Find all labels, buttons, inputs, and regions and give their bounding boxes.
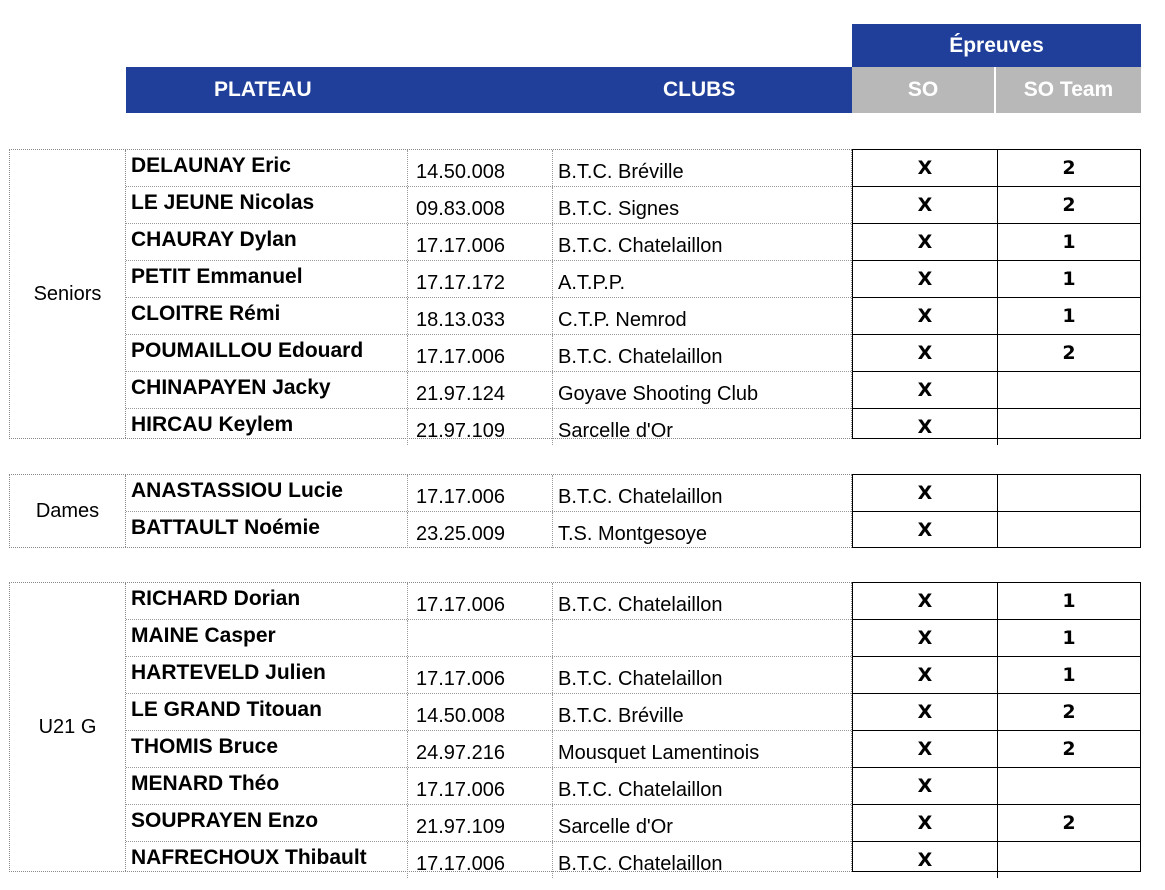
so-team-value: 2 (1062, 157, 1076, 179)
so-mark: X (853, 657, 998, 693)
player-name: THOMIS Bruce (126, 731, 408, 767)
license-number: 24.97.216 (408, 731, 553, 767)
so-team-value: 2 (1062, 812, 1076, 834)
license-number: 23.25.009 (408, 512, 553, 548)
so-team-value: 2 (1062, 738, 1076, 760)
club-name: Goyave Shooting Club (558, 383, 759, 405)
license-number: 21.97.124 (408, 372, 553, 408)
events-row (853, 187, 1140, 224)
events-row (853, 298, 1140, 335)
table-row (126, 731, 851, 768)
table-row (126, 512, 851, 548)
player-name: HIRCAU Keylem (126, 409, 408, 445)
so-team-value: 1 (1062, 590, 1076, 612)
so-mark: X (853, 694, 998, 730)
club-name: Sarcelle d'Or (558, 816, 673, 838)
table-row (126, 620, 851, 657)
table-row (126, 409, 851, 445)
so-team-value (998, 475, 1140, 511)
player-name: CLOITRE Rémi (126, 298, 408, 334)
player-name: PETIT Emmanuel (126, 261, 408, 297)
club-name: T.S. Montgesoye (558, 523, 707, 545)
club-name (553, 620, 851, 656)
events-row (853, 409, 1140, 445)
player-name: CHINAPAYEN Jacky (126, 372, 408, 408)
player-name: POUMAILLOU Edouard (126, 335, 408, 371)
table-row (126, 583, 851, 620)
license-number: 14.50.008 (408, 694, 553, 730)
license-number: 17.17.006 (408, 335, 553, 371)
player-name: MAINE Casper (126, 620, 408, 656)
category-label: U21 G (10, 583, 126, 871)
club-name: B.T.C. Chatelaillon (558, 235, 723, 257)
so-mark: X (853, 842, 998, 878)
category-label: Dames (10, 475, 126, 547)
so-team-value (998, 372, 1140, 408)
club-name: C.T.P. Nemrod (558, 309, 687, 331)
club-name: B.T.C. Chatelaillon (558, 853, 723, 875)
so-team-value: 2 (1062, 194, 1076, 216)
so-mark: X (853, 150, 998, 186)
so-mark: X (853, 475, 998, 511)
table-row (126, 372, 851, 409)
club-name: B.T.C. Chatelaillon (558, 486, 723, 508)
events-row (853, 150, 1140, 187)
license-number: 18.13.033 (408, 298, 553, 334)
category-label: Seniors (10, 150, 126, 438)
so-mark: X (853, 583, 998, 619)
club-name: B.T.C. Signes (558, 198, 680, 220)
license-number: 17.17.006 (408, 657, 553, 693)
table-row (126, 657, 851, 694)
table-row (126, 261, 851, 298)
player-name: HARTEVELD Julien (126, 657, 408, 693)
events-row (853, 805, 1140, 842)
events-row (853, 261, 1140, 298)
club-name: B.T.C. Chatelaillon (558, 594, 723, 616)
table-row (126, 150, 851, 187)
license-number: 17.17.006 (408, 583, 553, 619)
so-team-value: 2 (1062, 342, 1076, 364)
so-mark: X (853, 187, 998, 223)
so-team-value (998, 512, 1140, 548)
events-row (853, 583, 1140, 620)
club-name: B.T.C. Bréville (558, 161, 684, 183)
events-grid (852, 149, 1141, 439)
table-row (126, 805, 851, 842)
license-number: 17.17.006 (408, 768, 553, 804)
so-team-value: 1 (1062, 231, 1076, 253)
category-group (9, 474, 852, 548)
so-mark: X (853, 224, 998, 260)
table-row (126, 187, 851, 224)
player-name: SOUPRAYEN Enzo (126, 805, 408, 841)
license-number: 21.97.109 (408, 805, 553, 841)
so-mark: X (853, 768, 998, 804)
table-row (126, 475, 851, 512)
events-row (853, 768, 1140, 805)
table-row (126, 298, 851, 335)
player-name: LE JEUNE Nicolas (126, 187, 408, 223)
license-number: 17.17.006 (408, 475, 553, 511)
player-name: MENARD Théo (126, 768, 408, 804)
events-row (853, 475, 1140, 512)
so-mark: X (853, 409, 998, 445)
player-name: BATTAULT Noémie (126, 512, 408, 548)
club-name: Mousquet Lamentinois (558, 742, 760, 764)
table-row (126, 694, 851, 731)
license-number: 21.97.109 (408, 409, 553, 445)
events-row (853, 335, 1140, 372)
license-number: 09.83.008 (408, 187, 553, 223)
club-name: Sarcelle d'Or (558, 420, 673, 442)
player-name: LE GRAND Titouan (126, 694, 408, 730)
so-mark: X (853, 298, 998, 334)
player-name: ANASTASSIOU Lucie (126, 475, 408, 511)
so-team-value: 1 (1062, 627, 1076, 649)
events-row (853, 372, 1140, 409)
player-name: DELAUNAY Eric (126, 150, 408, 186)
so-team-value: 2 (1062, 701, 1076, 723)
player-name: RICHARD Dorian (126, 583, 408, 619)
header-bar (126, 67, 852, 113)
so-mark: X (853, 620, 998, 656)
category-group (9, 582, 852, 875)
club-name: B.T.C. Bréville (558, 705, 684, 727)
so-mark: X (853, 731, 998, 767)
so-header: SO (852, 67, 996, 113)
license-number: 14.50.008 (408, 150, 553, 186)
club-name: A.T.P.P. (558, 272, 626, 294)
club-name: B.T.C. Chatelaillon (558, 668, 723, 690)
license-number: 17.17.006 (408, 224, 553, 260)
player-name: CHAURAY Dylan (126, 224, 408, 260)
events-row (853, 224, 1140, 261)
license-number (408, 620, 553, 656)
plateau-header: PLATEAU (214, 78, 312, 101)
so-mark: X (853, 372, 998, 408)
table-row (126, 224, 851, 261)
so-team-value: 1 (1062, 268, 1076, 290)
so-mark: X (853, 512, 998, 548)
events-row (853, 512, 1140, 548)
events-row (853, 694, 1140, 731)
events-grid (852, 474, 1141, 548)
events-row (853, 657, 1140, 694)
license-number: 17.17.172 (408, 261, 553, 297)
table-row (126, 335, 851, 372)
table-row (126, 842, 851, 878)
license-number: 17.17.006 (408, 842, 553, 878)
events-row (853, 842, 1140, 878)
epreuves-header: Épreuves (852, 24, 1141, 67)
so-mark: X (853, 335, 998, 371)
so-team-value (998, 768, 1140, 804)
category-group (9, 149, 852, 442)
so-team-value (998, 409, 1140, 445)
club-name: B.T.C. Chatelaillon (558, 346, 723, 368)
so-team-value (998, 842, 1140, 878)
events-row (853, 620, 1140, 657)
so-team-header: SO Team (996, 67, 1141, 113)
so-team-value: 1 (1062, 305, 1076, 327)
player-name: NAFRECHOUX Thibault (126, 842, 408, 878)
so-mark: X (853, 261, 998, 297)
events-row (853, 731, 1140, 768)
club-name: B.T.C. Chatelaillon (558, 779, 723, 801)
clubs-header: CLUBS (663, 78, 736, 101)
so-mark: X (853, 805, 998, 841)
events-grid (852, 582, 1141, 872)
so-team-value: 1 (1062, 664, 1076, 686)
table-row (126, 768, 851, 805)
